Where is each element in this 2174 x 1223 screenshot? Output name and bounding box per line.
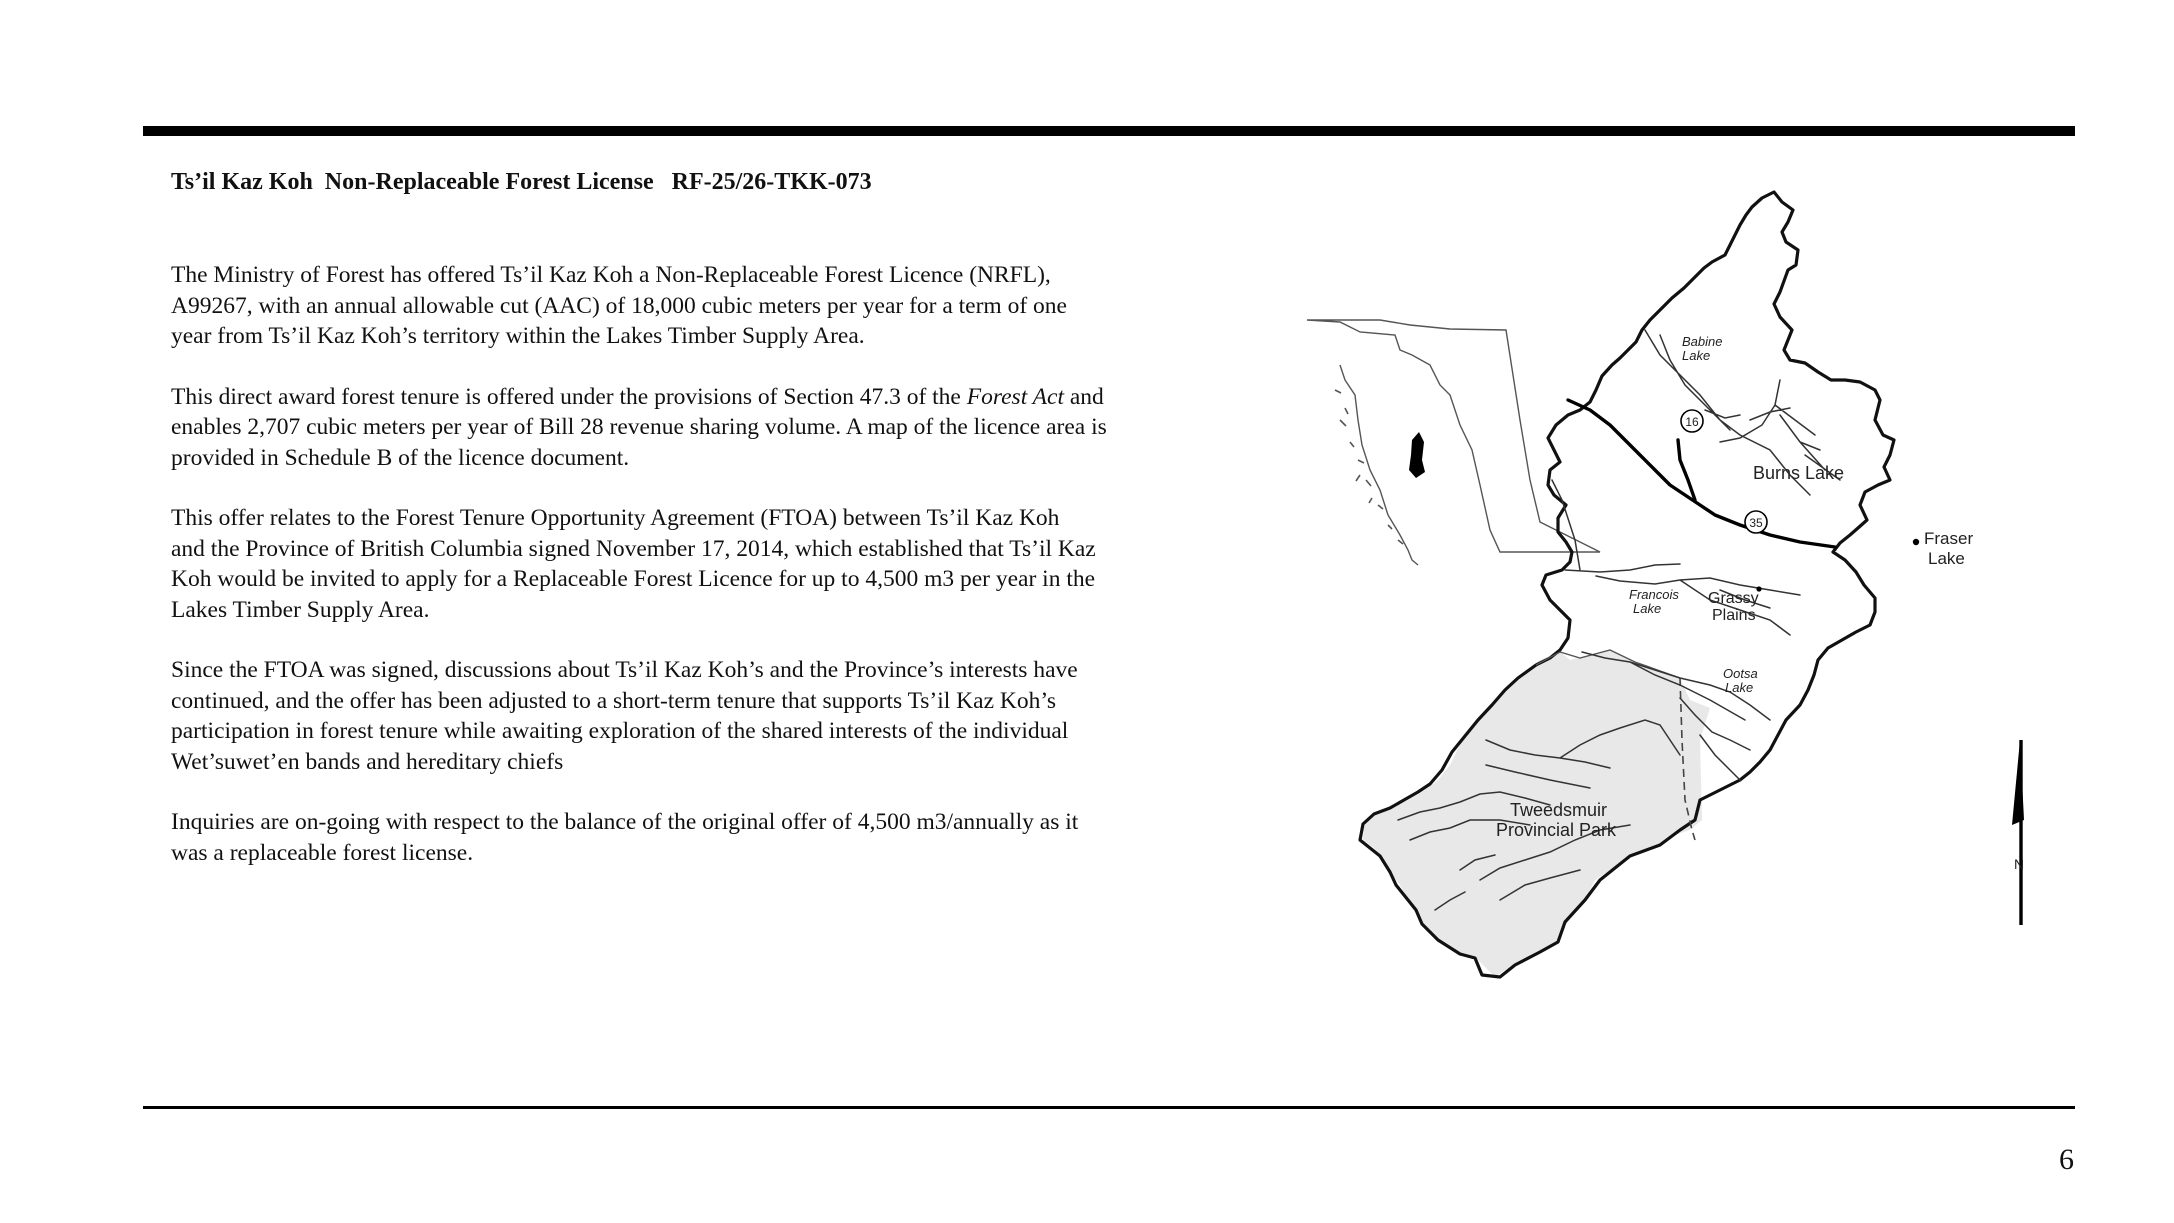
text-line: year from Ts’il Kaz Koh’s territory within the Lakes Timber Supply Area. bbox=[171, 323, 865, 349]
grassy-plains-label-2: Plains bbox=[1712, 607, 1756, 624]
text-run: This direct award forest tenure is offered under the provisions of Section 47.3 of the bbox=[171, 383, 967, 410]
territory-map bbox=[1360, 192, 1973, 977]
north-arrow bbox=[2012, 740, 2024, 925]
paragraph-since-ftoa bbox=[171, 655, 1261, 777]
text-line: and the Province of British Columbia signed November 17, 2014, which established that Ts’il Kaz bbox=[171, 535, 1096, 562]
francois-lake-label-1: Francois bbox=[1629, 587, 1679, 602]
text-line bbox=[171, 382, 1261, 413]
text-line: This offer relates to the Forest Tenure Opportunity Agreement (FTOA) between Ts’il Kaz Koh bbox=[171, 505, 1060, 531]
text-line: provided in Schedule B of the licence document. bbox=[171, 444, 630, 471]
tweedsmuir-label-2: Provincial Park bbox=[1496, 820, 1617, 840]
francois-lake-label-2: Lake bbox=[1633, 601, 1662, 616]
text-line: Koh would be invited to apply for a Replaceable Forest Licence for up to 4,500 m3 per year in the bbox=[171, 566, 1096, 592]
fraser-lake-dot bbox=[1913, 539, 1919, 545]
text-run: and bbox=[1063, 383, 1104, 410]
tweedsmuir-label-1: Tweedsmuir bbox=[1510, 800, 1608, 820]
babine-lake-label-1: Babine bbox=[1682, 334, 1723, 349]
text-line: Lakes Timber Supply Area. bbox=[171, 596, 430, 623]
text-line: continued, and the offer has been adjusted to a short-term tenure that supports Ts’il Kaz Koh’s bbox=[171, 687, 1057, 714]
ootsa-lake-label-2: Lake bbox=[1725, 680, 1754, 695]
text-line: participation in forest tenure while awaiting exploration of the shared interests of the individual bbox=[171, 718, 1069, 744]
paragraph-inquiries bbox=[171, 807, 1261, 868]
licence-area-map bbox=[1300, 180, 2040, 1010]
text-line: Wet’suwet’en bands and hereditary chiefs bbox=[171, 748, 564, 775]
bottom-rule bbox=[143, 1106, 2075, 1109]
grassy-plains-label-1: Grassy bbox=[1708, 590, 1759, 607]
page-number: 6 bbox=[2059, 1143, 2074, 1176]
body-text bbox=[171, 260, 1261, 898]
map-svg bbox=[1300, 180, 2040, 1010]
forest-act-italic: Forest Act bbox=[966, 383, 1064, 410]
north-label: N bbox=[2014, 856, 2025, 872]
licence-area-marker bbox=[1409, 432, 1425, 478]
document-title: Ts’il Kaz Koh Non-Replaceable Forest License RF-25/26-TKK-073 bbox=[171, 169, 872, 195]
text-line: was a replaceable forest license. bbox=[171, 839, 474, 866]
highway-35-label: 35 bbox=[1749, 516, 1763, 530]
babine-lake-label-2: Lake bbox=[1682, 348, 1711, 363]
text-line: Inquiries are on-going with respect to the balance of the original offer of 4,500 m3/annually as it bbox=[171, 809, 1079, 835]
highway-16-label: 16 bbox=[1685, 415, 1699, 429]
ootsa-lake-label-1: Ootsa bbox=[1723, 666, 1758, 681]
top-rule bbox=[143, 126, 2075, 136]
text-line: enables 2,707 cubic meters per year of Bill 28 revenue sharing volume. A map of the licence area is bbox=[171, 414, 1107, 440]
text-line: Since the FTOA was signed, discussions about Ts’il Kaz Koh’s and the Province’s interests have bbox=[171, 657, 1078, 683]
fraser-lake-label-2: Lake bbox=[1928, 549, 1965, 568]
fraser-lake-label-1: Fraser bbox=[1924, 529, 1974, 548]
paragraph-ftoa bbox=[171, 503, 1261, 625]
bc-inset-map bbox=[1307, 320, 1600, 565]
paragraph-direct-award bbox=[171, 382, 1261, 474]
text-line: A99267, with an annual allowable cut (AAC) of 18,000 cubic meters per year for a term of one bbox=[171, 292, 1067, 319]
text-line: The Ministry of Forest has offered Ts’il Kaz Koh a Non-Replaceable Forest Licence (NRFL), bbox=[171, 262, 1051, 288]
paragraph-offer bbox=[171, 260, 1261, 352]
burns-lake-label: Burns Lake bbox=[1753, 463, 1845, 483]
